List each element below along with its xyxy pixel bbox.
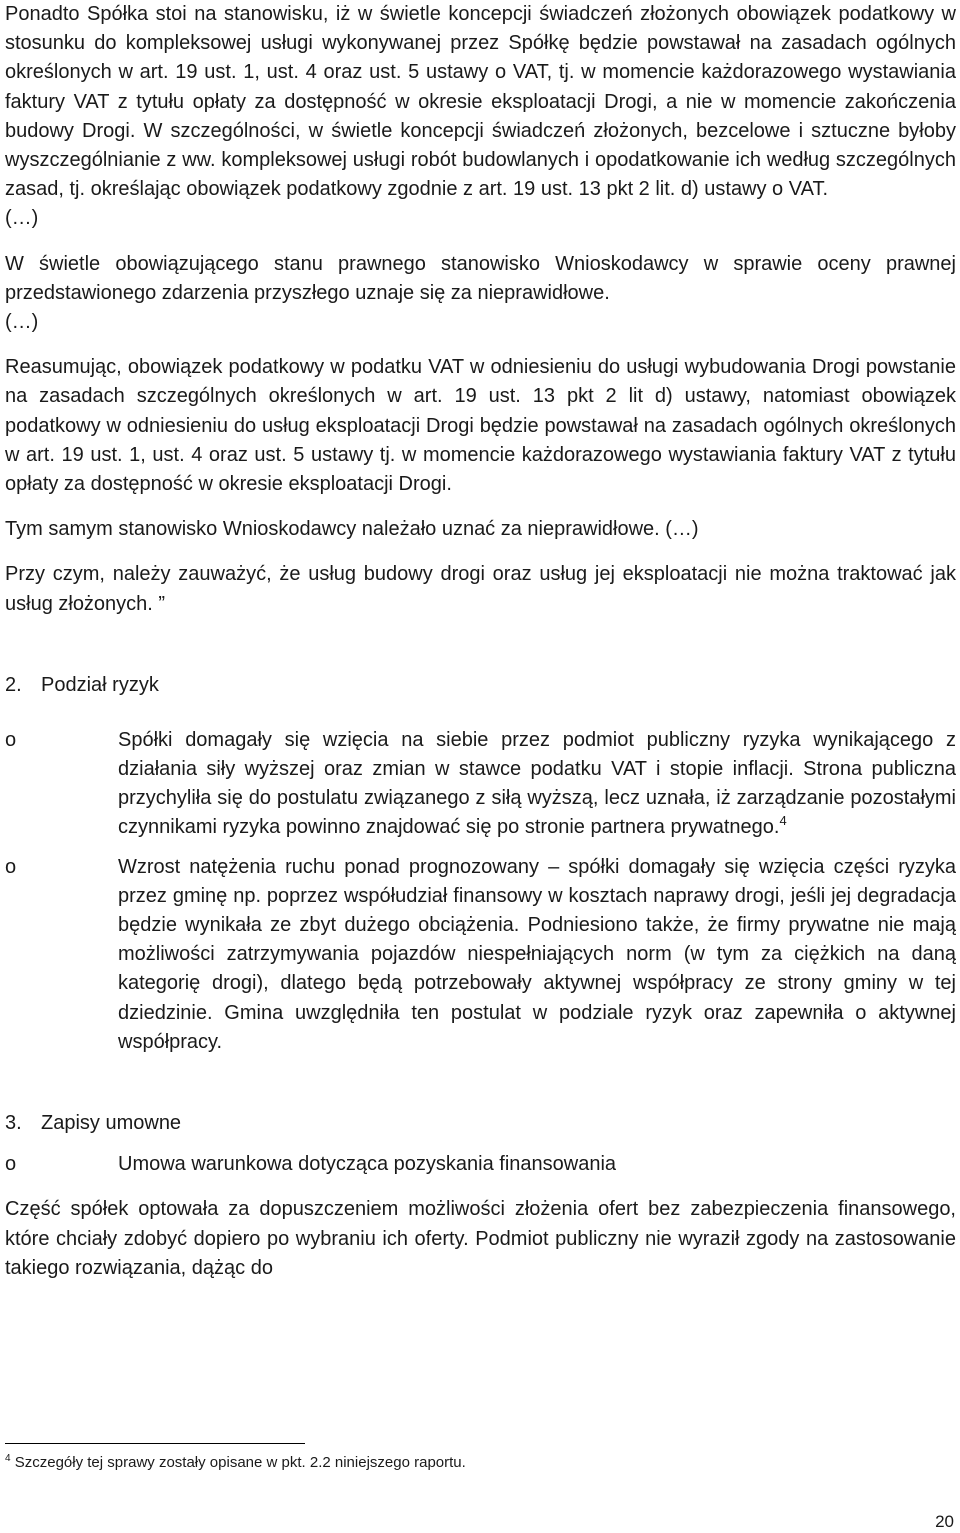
document-page: [5, 0, 956, 1283]
ellipsis-marker: (…): [5, 311, 39, 334]
list-item: [5, 1150, 956, 1179]
section-number: 3.: [5, 1112, 22, 1135]
page-number: 20: [935, 1512, 954, 1531]
footnote-number: 4: [5, 1453, 11, 1464]
list-item-text: Spółki domagały się wzięcia na siebie przez podmiot publiczny ryzyka wynikającego z działania siły wyższej oraz zmian w stawce podatku VAT i stopie inflacji. Strona publiczna przychyliła się do postulatu związanego z siłą wyższą, lecz uznała, iż zarządzanie pozostałymi czynnikami ryzyka powinno znajdować się po stronie partnera prywatnego.$^4$: [118, 728, 956, 839]
paragraph-spolka-stanowisko: Ponadto Spółka stoi na stanowisku, iż w świetle koncepcji świadczeń złożonych obowiązek podatkowy w stosunku do kompleksowej usługi wykonywanej przez Spółkę będzie powstawał na zasadach ogólnych określonych w art. 19 ust. 1, ust. 4 oraz ust. 5 ustawy o VAT, tj. w momencie każdorazowego wystawiania faktury VAT z tytułu opłaty za dostępność w okresie eksploatacji Drogi, a nie w momencie zakończenia budowy Drogi. W szczególności, w świetle koncepcji świadczeń złożonych, bezcelowe i sztuczne byłoby wyszczególnianie z ww. kompleksowej usługi robót budowlanych i opodatkowanie ich według szczególnych zasad, tj. określając obowiązek podatkowy zgodnie z art. 19 ust. 13 pkt 2 lit. d) ustawy o VAT.: [5, 3, 956, 201]
footnote-separator: [5, 1443, 305, 1444]
paragraph-tym-samym: Tym samym stanowisko Wnioskodawcy należało uznać za nieprawidłowe. (…): [5, 518, 699, 541]
paragraph-przy-czym: Przy czym, należy zauważyć, że usług budowy drogi oraz usług jej eksploatacji nie można traktować jak usług złożonych. ”: [5, 563, 956, 615]
list-item-text: Wzrost natężenia ruchu ponad prognozowany – spółki domagały się wzięcia części ryzyka przez gminę np. poprzez współudział finansowy w kosztach naprawy drogi, jeśli jej degradacja będzie wynikała ze zbyt dużego obciążenia. Podniesiono także, że firmy prywatne nie mają możliwości zatrzymywania pojazdów niespełniających norm (w tym za ciężkich na daną kategorię drogi), dlatego będą potrzebowały aktywnej współpracy ze strony gminy w tej dziedzinie. Gmina uwzględniła ten postulat w podziale ryzyk oraz zapewniła o aktywnej współpracy.: [118, 855, 956, 1053]
paragraph-czesc-spolek: Część spółek optowała za dopuszczeniem możliwości złożenia ofert bez zabezpieczenia finansowego, które chciały zdobyć dopiero po wybraniu ich oferty. Podmiot publiczny nie wyraził zgody na zastosowanie takiego rozwiązania, dążąc do: [5, 1198, 956, 1279]
section-heading-podzial-ryzyk: [5, 671, 956, 700]
section-title: Podział ryzyk: [41, 673, 159, 696]
footnote-reference: 4: [779, 813, 787, 829]
paragraph-reasumujac: Reasumując, obowiązek podatkowy w podatku VAT w odniesieniu do usługi wybudowania Drogi powstanie na zasadach szczególnych określonych w art. 19 ust. 13 pkt 2 lit d) ustawy, natomiast obowiązek podatkowy w odniesieniu do usług eksploatacji Drogi będzie powstawał na zasadach ogólnych określonych w art. 19 ust. 1, ust. 4 oraz ust. 5 ustawy tj. w momencie każdorazowego wystawiania faktury VAT z tytułu opłaty za dostępność w okresie eksploatacji Drogi.: [5, 356, 956, 496]
section-number: 2.: [5, 673, 22, 696]
list-item-text: Umowa warunkowa dotycząca pozyskania finansowania: [118, 1153, 617, 1176]
ellipsis-marker: (…): [5, 207, 39, 230]
footnote: [5, 1453, 466, 1473]
section-heading-zapisy-umowne: [5, 1109, 956, 1138]
section-title: Zapisy umowne: [41, 1112, 182, 1135]
bullet-marker: o: [5, 728, 17, 751]
list-item: [5, 726, 956, 843]
list-item: [5, 853, 956, 1057]
bullet-marker: o: [5, 855, 17, 878]
footnote-text: Szczegóły tej sprawy zostały opisane w pkt. 2.2 niniejszego raportu.: [14, 1454, 466, 1471]
paragraph-stan-prawny: W świetle obowiązującego stanu prawnego stanowisko Wnioskodawcy w sprawie oceny prawnej przedstawionego zdarzenia przyszłego uznaje się za nieprawidłowe.: [5, 252, 956, 304]
bullet-marker: o: [5, 1153, 17, 1176]
